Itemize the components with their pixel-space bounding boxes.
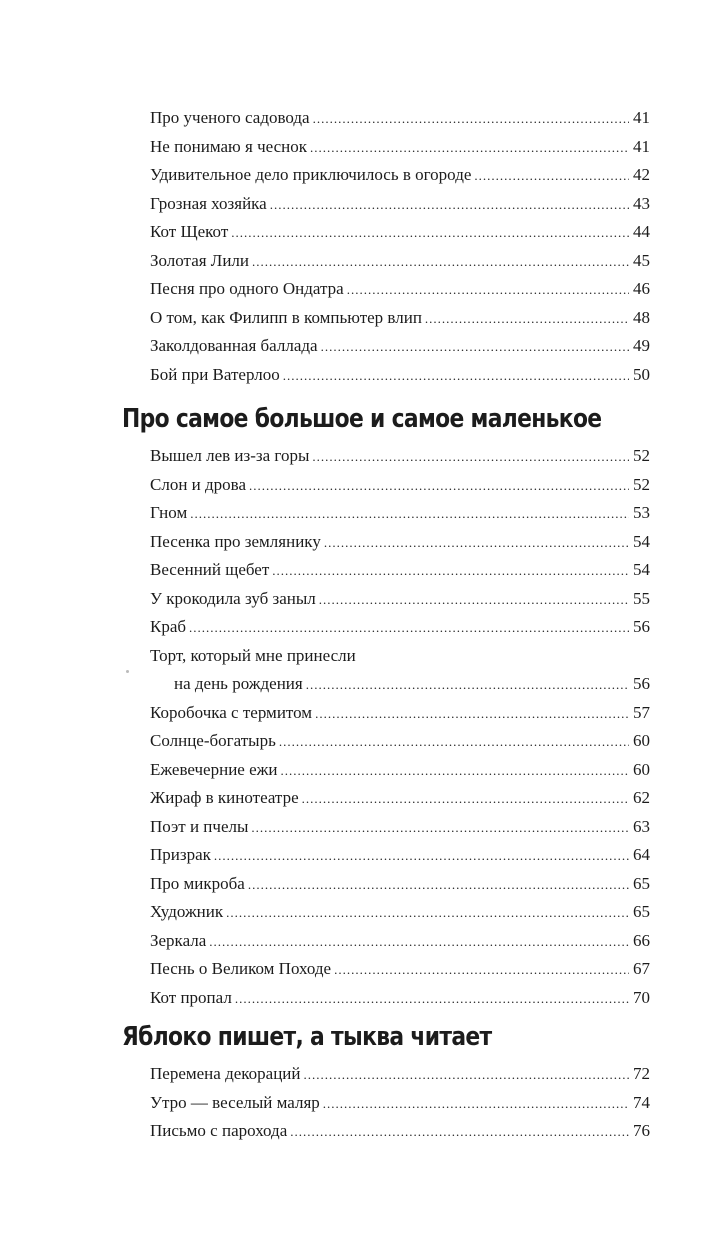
entry-title: Краб bbox=[150, 617, 187, 636]
toc-entry[interactable] bbox=[150, 499, 650, 528]
paper-speck bbox=[126, 670, 129, 673]
entry-title: Заколдованная баллада bbox=[150, 336, 318, 355]
entry-title: Песнь о Великом Походе bbox=[150, 959, 332, 978]
entry-page: 52 bbox=[633, 446, 650, 465]
dot-leader bbox=[280, 757, 629, 786]
section-heading: Яблоко пишет, а тыква читает bbox=[122, 1022, 492, 1052]
entry-page: 76 bbox=[633, 1121, 650, 1140]
toc-entry[interactable] bbox=[150, 1060, 650, 1089]
toc-entry[interactable] bbox=[150, 927, 650, 956]
dot-leader bbox=[214, 842, 629, 871]
toc-entry[interactable] bbox=[150, 247, 650, 276]
entry-page: 49 bbox=[633, 336, 650, 355]
dot-leader bbox=[319, 586, 629, 615]
entry-page: 41 bbox=[633, 108, 650, 127]
entry-page: 43 bbox=[633, 193, 650, 213]
entry-page: 60 bbox=[633, 731, 650, 750]
toc-entry[interactable] bbox=[150, 218, 650, 247]
toc-section-3 bbox=[150, 1060, 650, 1146]
toc-entry[interactable] bbox=[150, 1089, 650, 1118]
entry-title: Весенний щебет bbox=[150, 560, 270, 579]
entry-title: Кот Щекот bbox=[150, 222, 229, 241]
entry-title: Удивительное дело приключилось в огороде bbox=[150, 165, 472, 184]
entry-page: 74 bbox=[633, 1092, 650, 1112]
entry-page: 54 bbox=[633, 531, 650, 551]
toc-entry[interactable] bbox=[150, 784, 650, 813]
dot-leader bbox=[302, 785, 629, 814]
toc-entry[interactable] bbox=[150, 556, 650, 585]
dot-leader bbox=[313, 105, 629, 134]
entry-page: 56 bbox=[633, 617, 650, 636]
entry-page: 45 bbox=[633, 250, 650, 270]
entry-title: Не понимаю я чеснок bbox=[150, 136, 307, 156]
entry-page: 41 bbox=[633, 136, 650, 156]
dot-leader bbox=[321, 333, 629, 362]
entry-title: Бой при Ватерлоо bbox=[150, 364, 280, 384]
entry-page: 54 bbox=[633, 560, 650, 579]
entry-title: Про ученого садовода bbox=[150, 108, 310, 127]
dot-leader bbox=[323, 1090, 629, 1119]
entry-title: Грозная хозяйка bbox=[150, 193, 267, 213]
dot-leader bbox=[270, 191, 629, 220]
dot-leader bbox=[425, 305, 629, 334]
toc-entry[interactable] bbox=[150, 870, 650, 899]
toc-entry[interactable] bbox=[150, 275, 650, 304]
dot-leader bbox=[248, 871, 629, 900]
entry-page: 64 bbox=[633, 845, 650, 864]
entry-page: 66 bbox=[633, 930, 650, 950]
dot-leader bbox=[235, 985, 629, 1014]
dot-leader bbox=[252, 248, 629, 277]
entry-page: 44 bbox=[633, 222, 650, 241]
dot-leader bbox=[189, 614, 629, 643]
entry-title: Зеркала bbox=[150, 930, 207, 950]
entry-page: 57 bbox=[633, 702, 650, 722]
toc-entry[interactable] bbox=[150, 361, 650, 390]
toc-entry[interactable] bbox=[150, 841, 650, 870]
dot-leader bbox=[279, 728, 629, 757]
entry-page: 46 bbox=[633, 279, 650, 298]
toc-entry[interactable] bbox=[150, 190, 650, 219]
entry-page: 60 bbox=[633, 759, 650, 779]
toc-entry[interactable] bbox=[150, 471, 650, 500]
entry-page: 55 bbox=[633, 588, 650, 608]
toc-entry[interactable] bbox=[150, 984, 650, 1013]
toc-entry[interactable] bbox=[150, 613, 650, 642]
entry-title: Перемена декораций bbox=[150, 1064, 301, 1083]
dot-leader bbox=[312, 443, 629, 472]
toc-section-1 bbox=[150, 104, 650, 389]
dot-leader bbox=[334, 956, 629, 985]
toc-entry[interactable] bbox=[150, 898, 650, 927]
toc-entry[interactable] bbox=[150, 670, 650, 699]
toc-entry[interactable] bbox=[150, 955, 650, 984]
toc-entry[interactable] bbox=[150, 813, 650, 842]
entry-title-line2: на день рождения bbox=[174, 674, 303, 693]
toc-entry[interactable] bbox=[150, 699, 650, 728]
toc-entry[interactable] bbox=[150, 304, 650, 333]
entry-page: 67 bbox=[633, 959, 650, 978]
dot-leader bbox=[249, 472, 629, 501]
toc-entry[interactable] bbox=[150, 528, 650, 557]
entry-page: 70 bbox=[633, 987, 650, 1007]
entry-page: 63 bbox=[633, 816, 650, 836]
dot-leader bbox=[209, 928, 629, 957]
toc-entry[interactable] bbox=[150, 161, 650, 190]
entry-title: Поэт и пчелы bbox=[150, 816, 249, 836]
dot-leader bbox=[306, 671, 629, 700]
entry-title: О том, как Филипп в компьютер влип bbox=[150, 307, 422, 327]
entry-title: Песня про одного Ондатра bbox=[150, 279, 344, 298]
toc-entry[interactable] bbox=[150, 1117, 650, 1146]
dot-leader bbox=[283, 362, 629, 391]
entry-title: Письмо с парохода bbox=[150, 1121, 288, 1140]
dot-leader bbox=[226, 899, 629, 928]
dot-leader bbox=[315, 700, 629, 729]
toc-section-2 bbox=[150, 442, 650, 1012]
entry-title: Золотая Лили bbox=[150, 250, 250, 270]
dot-leader bbox=[290, 1118, 629, 1147]
entry-page: 50 bbox=[633, 364, 650, 384]
entry-title: Про микроба bbox=[150, 873, 245, 893]
entry-page: 52 bbox=[633, 474, 650, 494]
entry-page: 48 bbox=[633, 307, 650, 327]
entry-title: Призрак bbox=[150, 845, 211, 864]
entry-title: Солнце-богатырь bbox=[150, 731, 276, 750]
entry-page: 56 bbox=[633, 674, 650, 693]
dot-leader bbox=[304, 1061, 630, 1090]
entry-title: У крокодила зуб заныл bbox=[150, 588, 316, 608]
toc-entry[interactable] bbox=[150, 727, 650, 756]
entry-page: 53 bbox=[633, 503, 650, 522]
entry-title: Ежевечерние ежи bbox=[150, 759, 278, 779]
dot-leader bbox=[251, 814, 629, 843]
toc-entry[interactable] bbox=[150, 104, 650, 133]
entry-title: Кот пропал bbox=[150, 987, 232, 1007]
entry-title: Художник bbox=[150, 902, 224, 921]
entry-title: Жираф в кинотеатре bbox=[150, 788, 299, 807]
entry-page: 65 bbox=[633, 902, 650, 921]
toc-entry[interactable] bbox=[150, 756, 650, 785]
dot-leader bbox=[347, 276, 629, 305]
toc-entry[interactable] bbox=[150, 332, 650, 361]
entry-title-line1[interactable]: Торт, который мне принесли bbox=[150, 645, 356, 665]
entry-page: 65 bbox=[633, 873, 650, 893]
toc-entry[interactable] bbox=[150, 585, 650, 614]
entry-title: Утро — веселый маляр bbox=[150, 1092, 320, 1112]
entry-title: Песенка про землянику bbox=[150, 531, 321, 551]
entry-page: 72 bbox=[633, 1064, 650, 1083]
toc-entry[interactable] bbox=[150, 133, 650, 162]
dot-leader bbox=[474, 162, 629, 191]
dot-leader bbox=[190, 500, 629, 529]
dot-leader bbox=[272, 557, 629, 586]
dot-leader bbox=[231, 219, 629, 248]
section-heading: Про самое большое и самое маленькое bbox=[122, 404, 602, 434]
entry-title: Коробочка с термитом bbox=[150, 702, 313, 722]
entry-title: Слон и дрова bbox=[150, 474, 247, 494]
toc-entry[interactable] bbox=[150, 442, 650, 471]
entry-title: Гном bbox=[150, 503, 188, 522]
entry-title: Вышел лев из-за горы bbox=[150, 446, 310, 465]
dot-leader bbox=[310, 134, 629, 163]
entry-page: 42 bbox=[633, 165, 650, 184]
entry-page: 62 bbox=[633, 788, 650, 807]
dot-leader bbox=[324, 529, 629, 558]
